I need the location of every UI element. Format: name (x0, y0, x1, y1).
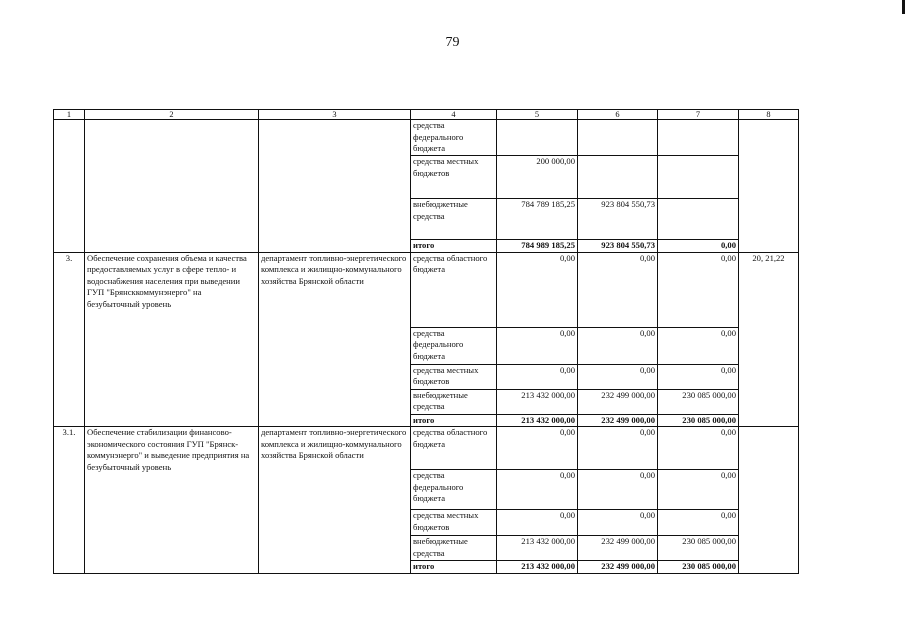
value-col6: 0,00 (578, 470, 658, 510)
value-col5: 213 432 000,00 (497, 389, 578, 414)
header-cell: 5 (497, 110, 578, 120)
item-title (85, 120, 259, 253)
value-col5: 0,00 (497, 327, 578, 364)
value-col7: 0,00 (658, 427, 739, 470)
value-col5: 213 432 000,00 (497, 561, 578, 574)
item-number: 3. (54, 252, 85, 427)
funding-source: средства местных бюджетов (411, 510, 497, 536)
value-col6 (578, 156, 658, 199)
value-col6: 232 499 000,00 (578, 389, 658, 414)
value-col6: 0,00 (578, 252, 658, 327)
item-executor: департамент топливно-энергетического комплекса и жилищно-коммунального хозяйства Брянской области (259, 427, 411, 574)
value-col5: 784 989 185,25 (497, 240, 578, 253)
item-executor: департамент топливно-энергетического комплекса и жилищно-коммунального хозяйства Брянской области (259, 252, 411, 427)
funding-source: средства федерального бюджета (411, 327, 497, 364)
value-col6: 0,00 (578, 327, 658, 364)
value-col6: 0,00 (578, 510, 658, 536)
header-cell: 3 (259, 110, 411, 120)
value-col6: 923 804 550,73 (578, 240, 658, 253)
value-col7: 230 085 000,00 (658, 414, 739, 427)
header-row (54, 110, 799, 120)
target-indicators: 20, 21,22 (739, 252, 799, 427)
value-col7 (658, 156, 739, 199)
value-col5: 213 432 000,00 (497, 536, 578, 561)
value-col5: 0,00 (497, 510, 578, 536)
funding-source: итого (411, 561, 497, 574)
value-col7 (658, 120, 739, 156)
value-col7: 230 085 000,00 (658, 536, 739, 561)
budget-table (53, 109, 799, 574)
value-col5: 784 789 185,25 (497, 199, 578, 240)
value-col6: 923 804 550,73 (578, 199, 658, 240)
funding-source: средства местных бюджетов (411, 364, 497, 389)
value-col7: 0,00 (658, 510, 739, 536)
header-cell: 6 (578, 110, 658, 120)
header-cell: 8 (739, 110, 799, 120)
value-col7: 0,00 (658, 364, 739, 389)
value-col6 (578, 120, 658, 156)
value-col7: 0,00 (658, 252, 739, 327)
value-col5: 0,00 (497, 427, 578, 470)
value-col7: 0,00 (658, 470, 739, 510)
item-title: Обеспечение стабилизации финансово-экономического состояния ГУП "Брянск-коммунэнерго" и выведение предприятия на безубыточный уровень (85, 427, 259, 574)
value-col5: 213 432 000,00 (497, 414, 578, 427)
funding-source: средства областного бюджета (411, 252, 497, 327)
value-col5: 0,00 (497, 364, 578, 389)
value-col5 (497, 120, 578, 156)
value-col5: 0,00 (497, 470, 578, 510)
value-col7: 0,00 (658, 327, 739, 364)
funding-source: средства местных бюджетов (411, 156, 497, 199)
table-row (54, 427, 799, 470)
funding-source: внебюджетные средства (411, 536, 497, 561)
value-col5: 0,00 (497, 252, 578, 327)
value-col6: 232 499 000,00 (578, 561, 658, 574)
value-col6: 0,00 (578, 364, 658, 389)
funding-source: итого (411, 240, 497, 253)
table-row (54, 120, 799, 156)
funding-source: внебюджетные средства (411, 389, 497, 414)
item-executor (259, 120, 411, 253)
item-number: 3.1. (54, 427, 85, 574)
funding-source: итого (411, 414, 497, 427)
page-number: 79 (445, 35, 460, 50)
value-col7 (658, 199, 739, 240)
target-indicators (739, 427, 799, 574)
funding-source: средства федерального бюджета (411, 470, 497, 510)
header-cell: 4 (411, 110, 497, 120)
header-cell: 1 (54, 110, 85, 120)
header-cell: 7 (658, 110, 739, 120)
header-cell: 2 (85, 110, 259, 120)
value-col7: 230 085 000,00 (658, 389, 739, 414)
table-row (54, 252, 799, 327)
value-col6: 232 499 000,00 (578, 414, 658, 427)
item-title: Обеспечение сохранения объема и качества предоставляемых услуг в сфере тепло- и водоснабжения населения при выведении ГУП "Брянсккоммунэнерго" на безубыточный уровень (85, 252, 259, 427)
item-number (54, 120, 85, 253)
value-col5: 200 000,00 (497, 156, 578, 199)
value-col6: 0,00 (578, 427, 658, 470)
funding-source: средства федерального бюджета (411, 120, 497, 156)
target-indicators (739, 120, 799, 253)
value-col7: 0,00 (658, 240, 739, 253)
funding-source: внебюджетные средства (411, 199, 497, 240)
value-col6: 232 499 000,00 (578, 536, 658, 561)
funding-source: средства областного бюджета (411, 427, 497, 470)
value-col7: 230 085 000,00 (658, 561, 739, 574)
